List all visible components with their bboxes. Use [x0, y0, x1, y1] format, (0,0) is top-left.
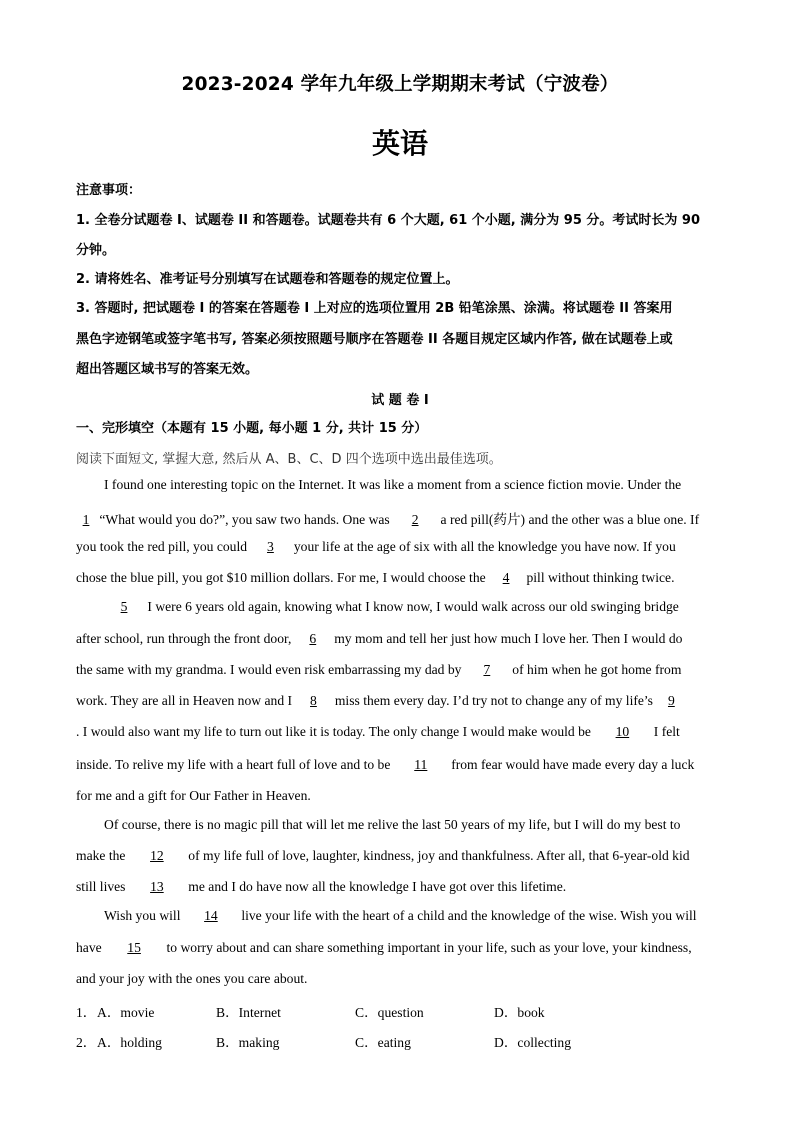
option-b: B．making	[216, 1035, 280, 1050]
passage-line: Of course, there is no magic pill that will let me relive the last 50 years of my life, but I will do my best to	[104, 817, 681, 832]
notes-heading: 注意事项：	[76, 183, 142, 198]
passage-line: 1 “What would you do?”, you saw two hands. One was 2 a red pill(药片) and the other was a blue one. If	[76, 508, 699, 528]
blank: 12	[150, 848, 164, 863]
note-line: 分钟。	[76, 243, 116, 258]
passage-line: have 15 to worry about and can share something important in your life, such as your love, your kindness,	[76, 940, 692, 955]
option-a: A．holding	[97, 1035, 162, 1050]
note-line: 超出答题区域书写的答案无效。	[76, 362, 259, 377]
section-title: 试 题 卷 I	[371, 393, 429, 408]
passage-line: 5 I were 6 years old again, knowing what I know now, I would walk across our old swinging bridge	[104, 599, 679, 615]
note-line: 2. 请将姓名、准考证号分别填写在试题卷和答题卷的规定位置上。	[76, 272, 459, 287]
passage-line: after school, run through the front door, 6 my mom and tell her just how much I love her. Then I would do	[76, 631, 683, 646]
blank: 5	[120, 599, 128, 614]
option-c: C．question	[355, 1005, 424, 1020]
blank: 14	[204, 908, 218, 923]
note-line: 1. 全卷分试题卷 I、试题卷 II 和答题卷。试题卷共有 6 个大题, 61 个小题, 满分为 95 分。考试时长为 90	[76, 213, 701, 228]
passage-line: still lives 13 me and I do have now all the knowledge I have got over this lifetime.	[76, 879, 567, 894]
blank: 2	[411, 512, 419, 527]
instruction-text: 阅读下面短文, 掌握大意, 然后从 A、B、C、D 四个选项中选出最佳选项。	[76, 452, 502, 467]
blank: 10	[615, 724, 630, 739]
exam-title: 2023-2024 学年九年级上学期期末考试（宁波卷）	[181, 74, 619, 95]
passage-line: . I would also want my life to turn out like it is today. The only change I would make would be 10 I felt	[76, 724, 680, 739]
option-a: A．movie	[97, 1005, 155, 1020]
passage-line: and your joy with the ones you care about.	[76, 971, 308, 986]
blank: 1	[82, 512, 90, 527]
blank: 8	[310, 693, 317, 708]
passage-line: work. They are all in Heaven now and I 8 miss them every day. I’d try not to change any of my life’s 9	[76, 693, 686, 709]
question-number: 1．	[76, 1005, 97, 1020]
blank: 11	[414, 757, 428, 772]
blank: 15	[127, 940, 141, 955]
option-d: D．book	[494, 1005, 545, 1020]
note-line: 黑色字迹钢笔或签字笔书写, 答案必须按照题号顺序在答题卷 II 各题目规定区域内作答, 做在试题卷上或	[76, 332, 673, 347]
option-b: B．Internet	[216, 1005, 281, 1020]
blank: 6	[309, 631, 317, 646]
blank: 7	[483, 662, 491, 677]
passage-line: for me and a gift for Our Father in Heaven.	[76, 788, 311, 803]
part-title: 一、完形填空（本题有 15 小题, 每小题 1 分, 共计 15 分）	[76, 421, 428, 436]
option-c: C．eating	[355, 1035, 411, 1050]
passage-line: the same with my grandma. I would even risk embarrassing my dad by 7 of him when he got home from	[76, 662, 682, 677]
note-line: 3. 答题时, 把试题卷 I 的答案在答题卷 I 上对应的选项位置用 2B 铅笔涂黑、涂满。将试题卷 II 答案用	[76, 301, 673, 316]
subject-title: 英语	[371, 127, 428, 160]
passage-line: Wish you will 14 live your life with the heart of a child and the knowledge of the wise. Wish you will	[104, 908, 697, 923]
passage-line: make the 12 of my life full of love, laughter, kindness, joy and thankfulness. After all, that 6-year-old kid	[76, 848, 690, 863]
question-number: 2．	[76, 1035, 97, 1050]
blank: 4	[502, 570, 510, 585]
option-d: D．collecting	[494, 1035, 572, 1050]
blank: 9	[667, 693, 675, 708]
passage-line: you took the red pill, you could 3 your life at the age of six with all the knowledge you have now. If you	[76, 539, 676, 554]
passage-line: inside. To relive my life with a heart full of love and to be 11 from fear would have made every day a luck	[76, 757, 695, 772]
blank: 13	[150, 879, 164, 894]
passage-line: chose the blue pill, you got $10 million dollars. For me, I would choose the 4 pill without thinking twice.	[76, 570, 675, 585]
passage-line: I found one interesting topic on the Internet. It was like a moment from a science fiction movie. Under the	[104, 477, 682, 492]
blank: 3	[267, 539, 274, 554]
